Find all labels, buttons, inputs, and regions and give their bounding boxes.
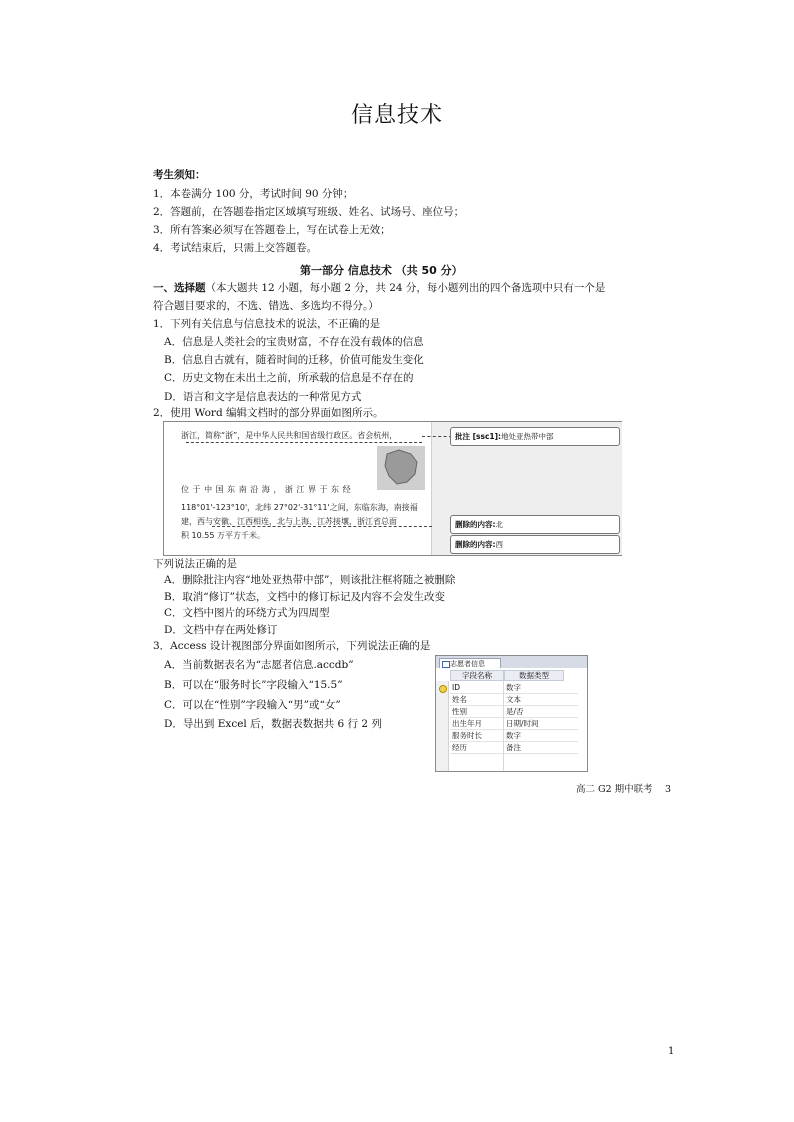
field-name: 姓名 — [452, 695, 467, 704]
table-row[interactable] — [450, 694, 578, 706]
q3-option-d: D．导出到 Excel 后，数据表数据共 6 行 2 列 — [164, 718, 382, 730]
row-selector-column — [436, 681, 449, 771]
q2-option-a: A．删除批注内容“地处亚热带中部”，则该批注框将随之被删除 — [164, 574, 456, 586]
notice-item: 3．所有答案必须写在答题卷上，写在试卷上无效； — [153, 224, 391, 236]
table-row[interactable] — [450, 706, 578, 718]
q2-follow: 下列说法正确的是 — [153, 558, 237, 570]
word-screenshot — [163, 421, 622, 556]
q1-option-b: B．信息自古就有，随着时间的迁移，价值可能发生变化 — [164, 354, 424, 366]
table-row[interactable] — [450, 718, 578, 730]
q1-stem: 1．下列有关信息与信息技术的说法，不正确的是 — [153, 318, 381, 330]
access-design-view — [435, 655, 588, 772]
comment-bubble[interactable] — [450, 427, 620, 446]
field-type: 数字 — [506, 731, 521, 740]
deleted-label: 删除的内容: — [455, 540, 496, 549]
notice-item: 4．考试结束后，只需上交答题卷。 — [153, 242, 318, 254]
comment-connector — [186, 442, 422, 443]
comment-text: 地处亚热带中部 — [501, 432, 554, 441]
field-name: 服务时长 — [452, 731, 482, 740]
deleted-bubble[interactable] — [450, 515, 620, 534]
comment-label: 批注 [ssc1]: — [455, 432, 502, 441]
footer-page-ref: 3 — [665, 784, 672, 795]
page-title: 信息技术 — [350, 103, 443, 128]
deleted-bubble[interactable] — [450, 535, 620, 554]
q2-option-d: D．文档中存在两处修订 — [164, 624, 278, 636]
deleted-text: 西 — [495, 540, 503, 549]
notice-item: 2．答题前，在答题卷指定区域填写班级、姓名、试场号、座位号； — [153, 206, 465, 218]
doc-line: 积 10.55 万平方千米。 — [181, 531, 265, 540]
notice-heading: 考生须知： — [153, 169, 206, 181]
q1-option-a: A．信息是人类社会的宝贵财富，不存在没有载体的信息 — [164, 336, 424, 348]
doc-line: 建，西与安徽、江西相连，北与上海、江苏接壤，浙江省总面 — [181, 517, 397, 526]
section-desc-2: 符合题目要求的，不选、错选、多选均不得分。） — [153, 300, 379, 312]
field-name: 出生年月 — [452, 719, 482, 728]
part-title: 第一部分 信息技术 （共 50 分） — [300, 264, 463, 277]
q3-option-c: C．可以在“性别”字段输入“男”或“女” — [164, 699, 341, 711]
field-name: 经历 — [452, 743, 467, 752]
q3-stem: 3．Access 设计视图部分界面如图所示，下列说法正确的是 — [153, 640, 431, 652]
q3-option-a: A．当前数据表名为“志愿者信息.accdb” — [164, 659, 354, 671]
zhejiang-map-image — [377, 446, 425, 490]
q1-option-c: C．历史文物在未出土之前，所承载的信息是不存在的 — [164, 372, 414, 384]
field-name: 性别 — [452, 707, 467, 716]
table-row[interactable] — [450, 742, 578, 754]
field-type: 文本 — [506, 695, 521, 704]
field-name: ID — [452, 683, 460, 692]
deleted-text: 北 — [495, 520, 503, 529]
table-icon — [442, 661, 450, 668]
primary-key-icon — [439, 685, 447, 693]
section-label: 一、选择题 — [153, 282, 206, 294]
q2-option-c: C．文档中图片的环绕方式为四周型 — [164, 607, 330, 619]
doc-line: 位 于 中 国 东 南 沿 海 ， 浙 江 界 于 东 经 — [181, 485, 352, 494]
q1-option-d: D．语言和文字是信息表达的一种常见方式 — [164, 391, 362, 403]
table-tab-label: 志愿者信息 — [450, 660, 485, 668]
notice-item: 1．本卷满分 100 分，考试时间 90 分钟； — [153, 188, 354, 200]
q2-stem: 2．使用 Word 编辑文档时的部分界面如图所示。 — [153, 407, 384, 419]
comment-connector — [422, 436, 452, 437]
doc-line: 118°01'-123°10'，北纬 27°02'-31°11'之间，东临东海，南接福 — [181, 503, 418, 512]
table-row[interactable] — [450, 682, 578, 694]
column-divider — [503, 681, 504, 771]
field-type: 数字 — [506, 683, 521, 692]
q2-option-b: B．取消“修订”状态，文档中的修订标记及内容不会发生改变 — [164, 591, 445, 603]
field-type: 备注 — [506, 743, 521, 752]
footer-exam-name: 高二 G2 期中联考 — [576, 784, 653, 795]
map-shape-icon — [377, 446, 425, 490]
table-row[interactable] — [450, 730, 578, 742]
deleted-label: 删除的内容: — [455, 520, 496, 529]
doc-line: 浙江，简称“浙”，是中华人民共和国省级行政区。省会杭州， — [181, 431, 398, 440]
section-desc: （本大题共 12 小题，每小题 2 分，共 24 分，每小题列出的四个备选项中只有一个是 — [205, 282, 606, 294]
q3-option-b: B．可以在“服务时长”字段输入“15.5” — [164, 679, 343, 691]
page-number: 1 — [668, 1046, 675, 1057]
header-data-type: 数据类型 — [504, 670, 564, 681]
revision-connector — [212, 526, 432, 527]
field-type: 是/否 — [506, 707, 524, 716]
access-tab-bar — [436, 656, 587, 668]
header-field-name: 字段名称 — [450, 670, 504, 681]
field-type: 日期/时间 — [506, 719, 539, 728]
table-tab[interactable] — [439, 658, 501, 668]
section-intro — [153, 279, 605, 297]
